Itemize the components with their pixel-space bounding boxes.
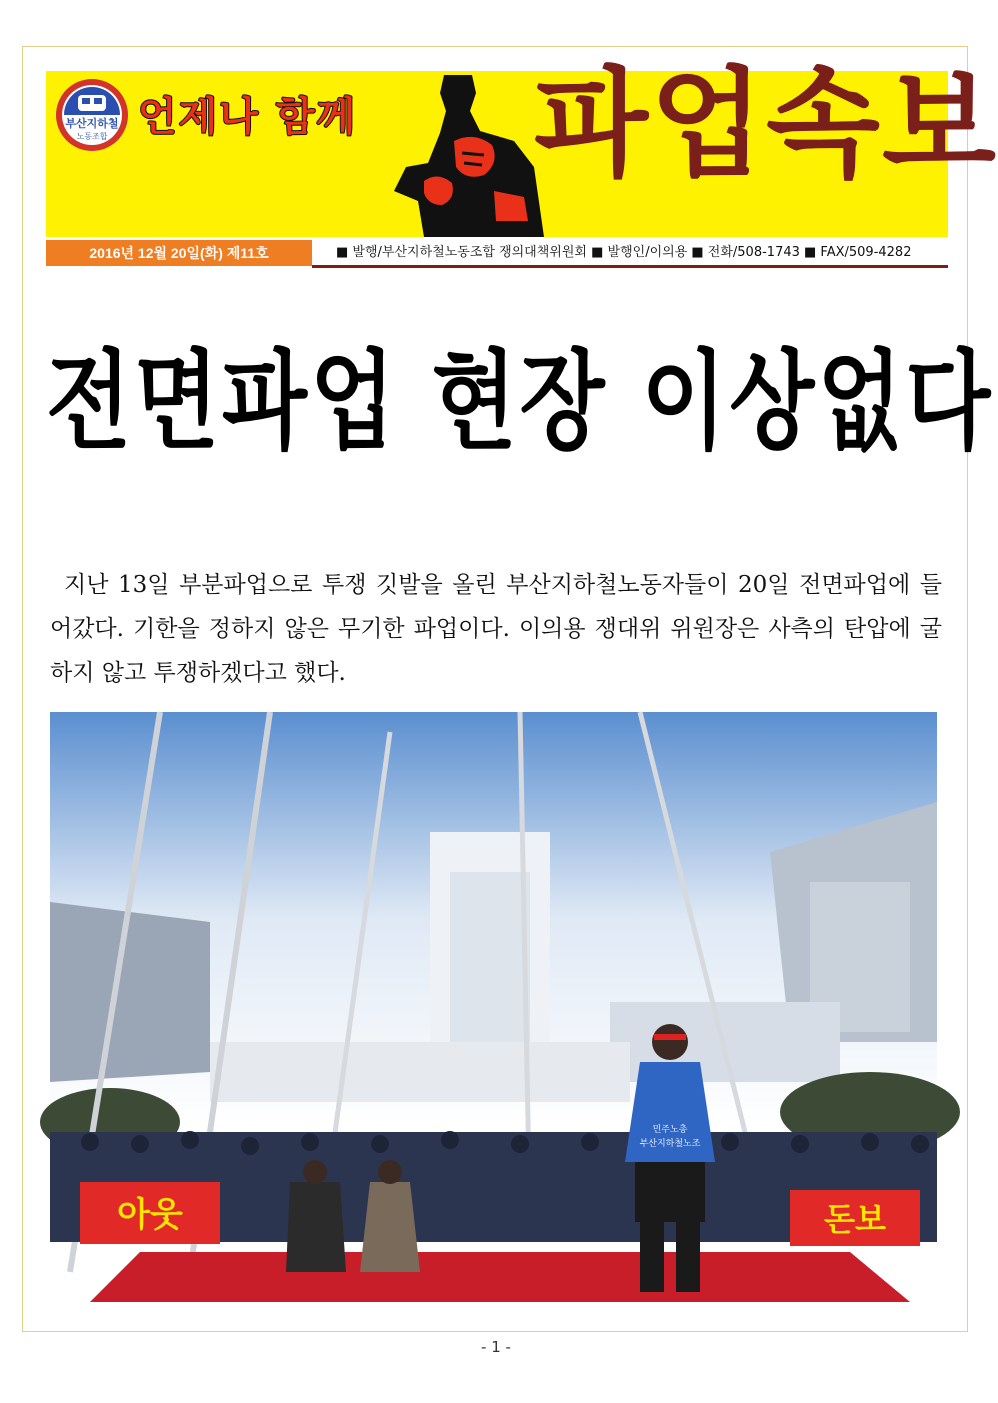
slogan: 언제나 함께 <box>138 94 358 140</box>
article-lede: 지난 13일 부분파업으로 투쟁 깃발을 올린 부산지하철노동자들이 20일 전면파업에 들어갔다. 기한을 정하지 않은 무기한 파업이다. 이의용 쟁대위 위원장은 사측의 탄압에 굴하지 않고 투쟁하겠다고 했다. <box>50 572 942 686</box>
masthead-rule <box>312 265 948 268</box>
info-bar <box>46 238 948 268</box>
logo-text-line1: 부산지하철 <box>65 117 119 130</box>
headline: 전면파업 현장 이상없다 <box>46 338 994 464</box>
publisher-info: ■ 발행/부산지하철노동조합 쟁의대책위원회 ■ 발행인/이의용 ■ 전화/508-1743 ■ FAX/509-4282 <box>336 245 912 260</box>
logo-text-line2: 노동조합 <box>76 132 108 141</box>
date-issue: 2016년 12월 20일(화) 제11호 <box>46 240 312 266</box>
subway-train-icon <box>78 95 106 111</box>
rally-photo-illustration <box>50 712 937 1302</box>
rally-photo <box>50 712 937 1302</box>
banner-right-text: 돈보 <box>824 1200 886 1238</box>
svg-text:부산지하철노조: 부산지하철노조 <box>639 1139 701 1149</box>
page-number: - 1 - <box>481 1338 511 1356</box>
svg-text:민주노총: 민주노총 <box>652 1125 688 1135</box>
masthead-title: 파업속보 <box>534 55 998 193</box>
raised-fist-workers-icon <box>384 71 554 237</box>
banner-left-text: 아웃 <box>117 1195 183 1235</box>
masthead <box>46 55 998 237</box>
union-logo <box>54 77 130 153</box>
